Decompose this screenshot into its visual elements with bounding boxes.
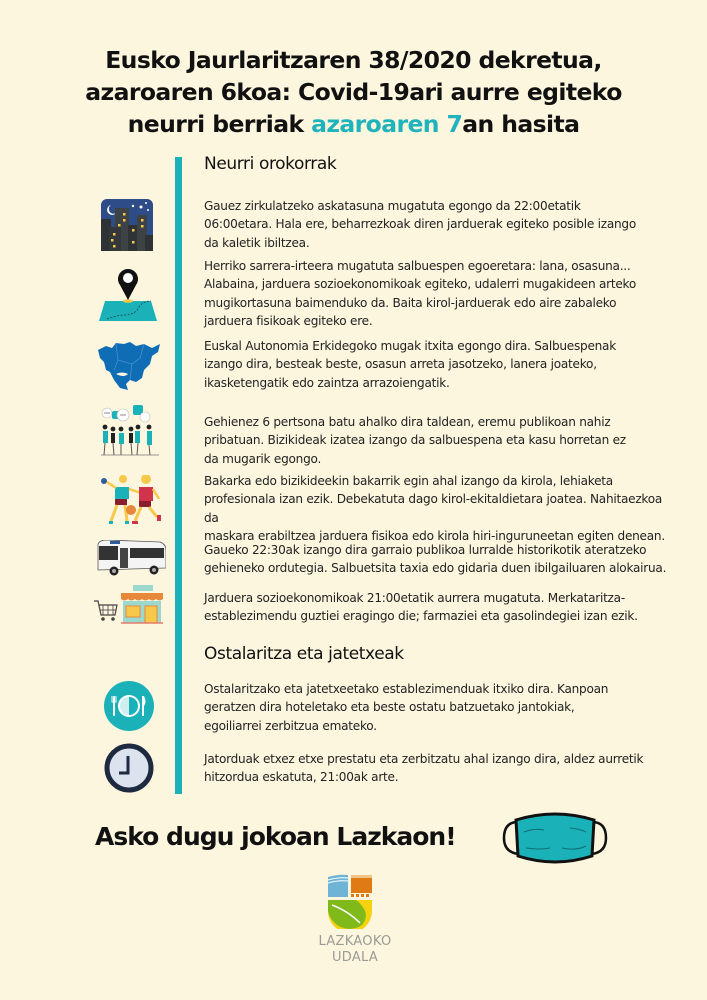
text-line: Alabaina, jarduera sozioekonomikoak egiteko, udalerri mugakideen arteko: [204, 277, 637, 292]
paragraph-commerce: [204, 589, 674, 626]
clock-icon: [104, 743, 154, 797]
text-line: hitzordua eskatuta, 21:00ak arte.: [204, 770, 399, 785]
section-heading-general: Neurri orokorrak: [204, 154, 337, 174]
paragraph-home-delivery: [204, 750, 674, 787]
text-line: profesionala izan ezik. Debekatuta dago kirol-ekitaldietara joatea. Nahitaezkoa da: [204, 492, 663, 525]
basque-country-map-icon: [96, 340, 162, 396]
text-line: Jarduera sozioekonomikoak 21:00etatik aurrera mugatuta. Merkataritza-: [204, 591, 625, 605]
text-line: pribatuan. Bizikideak izatea izango da salbuespena eta kasu horretan ez: [204, 433, 626, 448]
paragraph-sports: [204, 472, 674, 546]
plate-cutlery-icon: [104, 681, 154, 735]
section-heading-hospitality: Ostalaritza eta jatetxeak: [204, 644, 404, 664]
lazkao-logo: [326, 873, 374, 933]
accent-divider: [175, 157, 182, 794]
paragraph-group-limit: [204, 413, 674, 468]
paragraph-town-mobility: [204, 257, 674, 331]
text-line: Jatorduak etxez etxe prestatu eta zerbitzatu ahal izango dira, aldez aurretik: [204, 752, 644, 766]
text-line: Gauez zirkulatzeko askatasuna mugatuta egongo da 22:00etatik: [204, 199, 581, 213]
text-line: establezimendu guztiei eragingo die; farmaziei eta gasolindegiei izan ezik.: [204, 609, 638, 624]
text-line: jarduera fisikoak egiteko ere.: [204, 314, 373, 329]
map-pin-icon: [99, 265, 157, 325]
shop-cart-icon: [93, 585, 165, 631]
text-line: maskara erabiltzea jarduera fisikoa edo kirola hiri-inguruneetan egiten denean.: [204, 529, 665, 544]
paragraph-region-borders: [204, 337, 674, 392]
text-line: Gehienez 6 pertsona batu ahalko dira taldean, eremu publikoan nahiz: [204, 415, 611, 429]
paragraph-public-transport: [204, 541, 674, 578]
text-line: izango dira, besteak beste, osasun arreta jasotzeko, lanera joateko,: [204, 357, 597, 372]
text-line: egoiliarrei zerbitzua emateko.: [204, 718, 377, 733]
logo-text-line-1: LAZKAOKO: [318, 934, 392, 949]
text-line: ikasketengatik edo zaintza arrazoiengatik.: [204, 375, 450, 390]
title-line-3-post: an hasita: [462, 110, 580, 138]
bus-icon: [96, 540, 166, 580]
title-line-2: azaroaren 6koa: Covid-19ari aurre egiteko: [85, 78, 622, 106]
title-line-3: [40, 108, 667, 140]
text-line: Bakarka edo bizikideekin bakarrik egin ahal izango da kirola, lehiaketa: [204, 474, 613, 488]
text-line: Herriko sarrera-irteera mugatuta salbuespen egoeretara: lana, osasuna...: [204, 259, 631, 273]
night-city-icon: [101, 199, 153, 255]
text-line: Euskal Autonomia Erkidegoko mugak itxita egongo dira. Salbuespenak: [204, 339, 616, 353]
text-line: Ostalaritzako eta jatetxeetako establezimenduak itxiko dira. Kanpoan: [204, 682, 609, 696]
group-people-icon: [101, 405, 159, 461]
text-line: gehieneko ordutegia. Salbuetsita taxia edo gidaria duen ibilgailuaren alokairua.: [204, 561, 667, 576]
paragraph-night-curfew: [204, 197, 674, 252]
page-title: [40, 44, 667, 140]
face-mask-icon: [500, 810, 610, 869]
text-line: geratzen dira hoteletako eta beste ostatu batzuetako jantokiak,: [204, 700, 575, 715]
text-line: Gaueko 22:30ak izango dira garraio publikoa lurralde historikotik ateratzeko: [204, 543, 647, 557]
logo-text-line-2: UDALA: [331, 950, 379, 965]
sport-players-icon: [101, 475, 167, 531]
title-line-3-pre: neurri berriak: [127, 110, 312, 138]
text-line: 06:00etara. Hala ere, beharrezkoak diren jarduerak egiteko posible izango: [204, 217, 636, 232]
paragraph-restaurants-closed: [204, 680, 674, 735]
text-line: mugikortasuna baimenduko da. Baita kirol-jarduerak edo aire zabaleko: [204, 295, 617, 310]
text-line: da mugarik egongo.: [204, 451, 322, 466]
slogan: Asko dugu jokoan Lazkaon!: [95, 822, 456, 851]
text-line: da kaletik ibiltzea.: [204, 235, 310, 250]
title-highlight: azaroaren 7: [311, 110, 463, 138]
title-line-1: Eusko Jaurlaritzaren 38/2020 dekretua,: [105, 46, 602, 74]
